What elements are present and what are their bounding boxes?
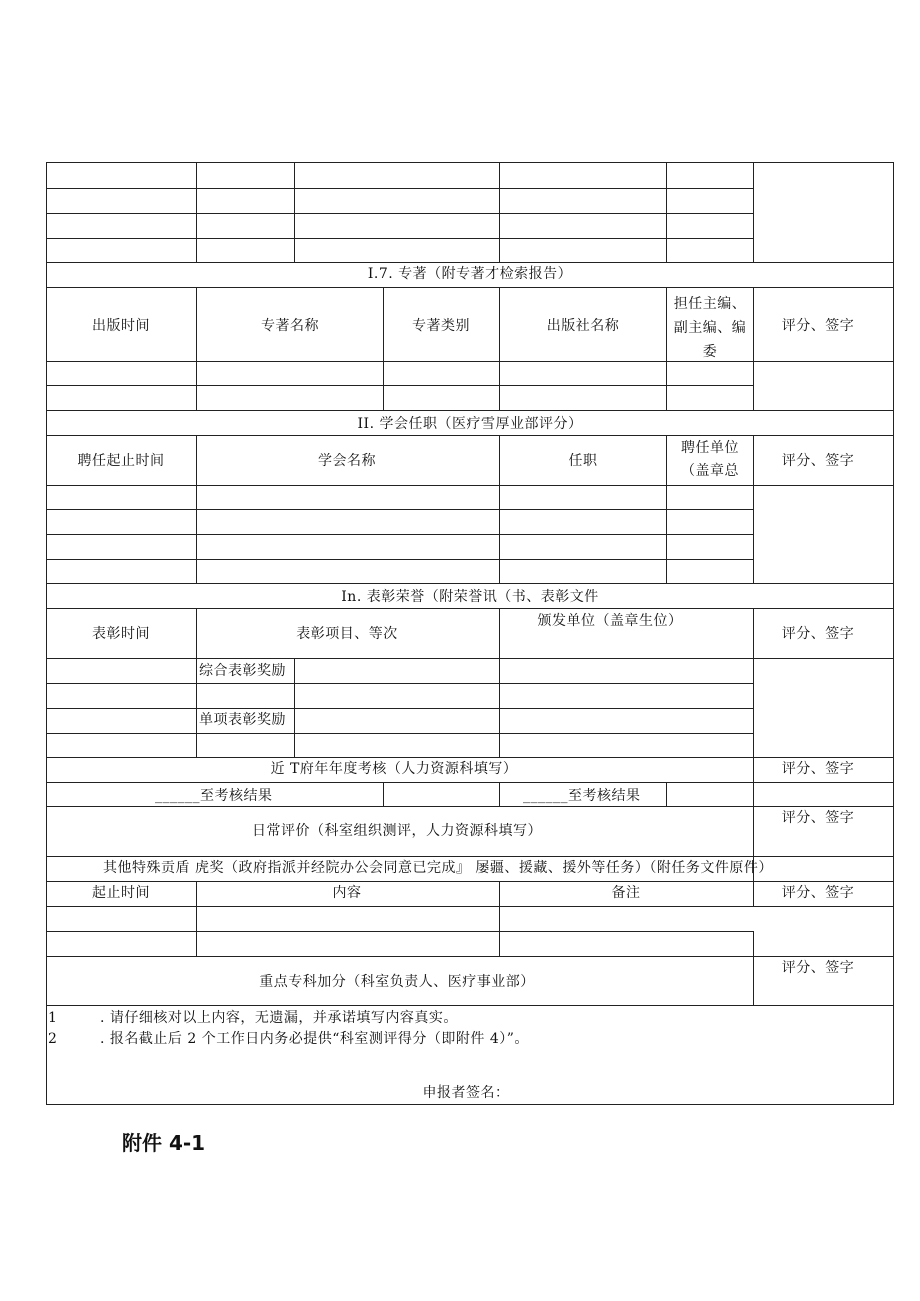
table-rule bbox=[46, 162, 893, 163]
applicant-signature-label: 申报者签名： bbox=[422, 1085, 510, 1101]
table-rule bbox=[499, 881, 500, 956]
table-rule bbox=[46, 881, 893, 882]
table-rule bbox=[196, 287, 197, 410]
table-rule bbox=[383, 287, 384, 410]
academic-header-unit: 聘任单位 bbox=[681, 440, 739, 456]
table-rule bbox=[46, 733, 753, 734]
table-rule bbox=[46, 906, 893, 907]
table-rule bbox=[46, 683, 753, 684]
table-rule bbox=[196, 881, 197, 956]
evaluation-signature-header: 评分、签字 bbox=[781, 960, 855, 976]
daily-evaluation-title: 日常评价（科室组织测评，人力资源科填写） bbox=[252, 823, 542, 839]
honors-header-time: 表彰时间 bbox=[92, 626, 150, 642]
table-rule bbox=[499, 782, 500, 806]
table-rule bbox=[46, 782, 893, 783]
monograph-header-role: 担任主编、 bbox=[673, 296, 747, 312]
table-rule bbox=[46, 757, 893, 758]
table-rule bbox=[46, 1005, 893, 1006]
table-rule bbox=[46, 238, 753, 239]
table-rule bbox=[46, 856, 893, 857]
table-rule bbox=[46, 956, 893, 957]
key-specialty-title: 重点专科加分（科室负责人、医疗事业部） bbox=[259, 974, 535, 990]
table-rule bbox=[46, 559, 753, 560]
table-rule bbox=[294, 162, 295, 262]
table-rule bbox=[46, 1104, 893, 1105]
table-rule bbox=[46, 806, 893, 807]
table-rule bbox=[666, 782, 667, 806]
table-rule bbox=[46, 188, 753, 189]
evaluation-signature-header: 评分、签字 bbox=[781, 810, 855, 826]
honors-section-title: In. 表彰荣誉（附荣誉讯（书、表彰文件 bbox=[341, 589, 599, 605]
table-rule bbox=[46, 262, 893, 263]
special-header-period: 起止时间 bbox=[92, 885, 150, 901]
annual-result-label-2: ______至考核结果 bbox=[523, 788, 641, 804]
table-rule bbox=[46, 287, 893, 288]
table-rule bbox=[893, 162, 894, 1105]
table-rule bbox=[196, 608, 197, 757]
table-rule bbox=[383, 782, 384, 806]
academic-section-title: II. 学会任职（医疗雪厚业部评分） bbox=[357, 416, 583, 432]
table-rule bbox=[753, 931, 754, 1005]
note-text: . 报名截止后 2 个工作日内务必提供“科室测评得分（即附件 4）”。 bbox=[100, 1031, 529, 1047]
table-rule bbox=[46, 162, 47, 1105]
table-rule bbox=[46, 658, 893, 659]
monograph-header-name: 专著名称 bbox=[261, 318, 319, 334]
academic-header-period: 聘任起止时间 bbox=[77, 453, 165, 469]
table-rule bbox=[46, 931, 753, 932]
evaluation-signature-header: 评分、签字 bbox=[781, 761, 855, 777]
table-rule bbox=[46, 708, 753, 709]
table-rule bbox=[294, 658, 295, 757]
monograph-header-category: 专著类别 bbox=[412, 318, 470, 334]
table-rule bbox=[46, 608, 893, 609]
table-rule bbox=[666, 287, 667, 410]
annual-result-label-1: ______至考核结果 bbox=[155, 788, 273, 804]
special-header-remark: 备注 bbox=[611, 885, 641, 901]
table-rule bbox=[196, 435, 197, 583]
table-rule bbox=[499, 287, 500, 410]
table-rule bbox=[666, 435, 667, 583]
evaluation-signature-header: 评分、签字 bbox=[781, 626, 855, 642]
table-rule bbox=[753, 287, 754, 410]
table-rule bbox=[46, 583, 893, 584]
annual-assessment-title: 近 T府年年度考核（人力资源科填写） bbox=[270, 761, 518, 777]
honors-header-issuer: 颁发单位（盖章生位） bbox=[537, 613, 683, 629]
academic-header-position: 任职 bbox=[568, 453, 598, 469]
table-rule bbox=[196, 162, 197, 262]
table-rule bbox=[46, 213, 753, 214]
special-header-content: 内容 bbox=[332, 885, 362, 901]
table-rule bbox=[46, 361, 893, 362]
evaluation-signature-header: 评分、签字 bbox=[781, 453, 855, 469]
honors-row-comprehensive: 综合表彰奖励 bbox=[199, 663, 286, 679]
table-rule bbox=[46, 485, 893, 486]
note-text: . 请仔细核对以上内容，无遗漏，并承诺填写内容真实。 bbox=[100, 1010, 458, 1026]
note-number: 2 bbox=[48, 1031, 58, 1047]
academic-header-unit: （盖章总 bbox=[681, 463, 739, 479]
table-rule bbox=[753, 435, 754, 583]
table-rule bbox=[46, 534, 753, 535]
monograph-header-publish-time: 出版时间 bbox=[92, 318, 150, 334]
honors-header-item: 表彰项目、等次 bbox=[296, 626, 398, 642]
evaluation-signature-header: 评分、签字 bbox=[781, 885, 855, 901]
attachment-title: 附件 4-1 bbox=[122, 1131, 206, 1155]
table-rule bbox=[46, 385, 753, 386]
monograph-header-role: 副主编、编 bbox=[673, 320, 747, 336]
monograph-section-title: I.7. 专著（附专著才检索报告） bbox=[367, 266, 573, 282]
monograph-header-role: 委 bbox=[702, 344, 718, 360]
table-rule bbox=[46, 509, 753, 510]
table-rule bbox=[666, 162, 667, 262]
evaluation-signature-header: 评分、签字 bbox=[781, 318, 855, 334]
academic-header-society: 学会名称 bbox=[318, 453, 376, 469]
monograph-header-publisher: 出版社名称 bbox=[546, 318, 620, 334]
table-rule bbox=[46, 410, 893, 411]
special-contribution-title: 其他特殊贡盾 虎奖（政府指派并经院办公会同意已完成』 屡疆、援藏、援外等任务）（附任务文件原件） bbox=[103, 860, 773, 876]
table-rule bbox=[46, 435, 893, 436]
note-number: 1 bbox=[48, 1010, 58, 1026]
table-rule bbox=[499, 162, 500, 262]
table-rule bbox=[499, 435, 500, 583]
table-rule bbox=[499, 608, 500, 757]
honors-row-single: 单项表彰奖励 bbox=[199, 712, 286, 728]
table-rule bbox=[753, 162, 754, 262]
